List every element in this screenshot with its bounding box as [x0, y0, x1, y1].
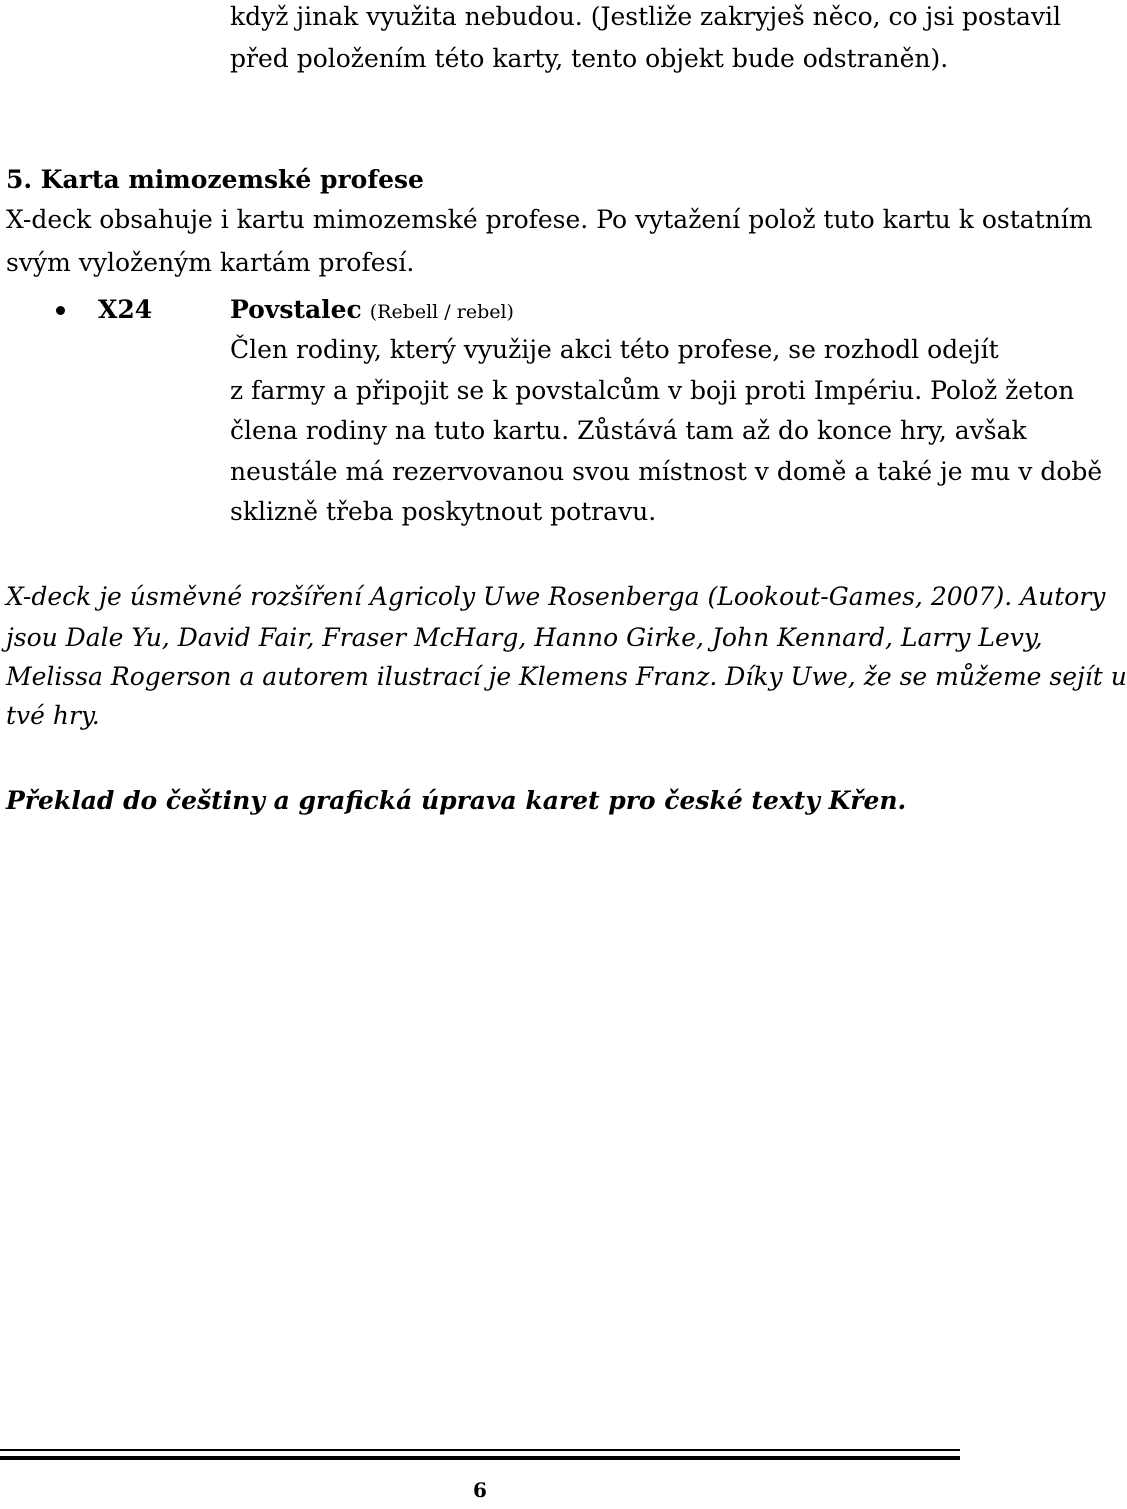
card-text-line: z farmy a připojit se k povstalcům v boji proti Impériu. Polož žeton [230, 376, 1075, 405]
page-number: 6 [473, 1478, 487, 1502]
credits-line: jsou Dale Yu, David Fair, Fraser McHarg, Hanno Girke, John Kennard, Larry Levy, [6, 623, 1043, 652]
card-text-line: sklizně třeba poskytnout potravu. [230, 497, 657, 526]
body-text-line: svým vyloženým kartám profesí. [6, 248, 415, 277]
card-text-line: Člen rodiny, který využije akci této profese, se rozhodl odejít [230, 335, 999, 364]
body-text-line: před položením této karty, tento objekt bude odstraněn). [230, 44, 949, 73]
body-text-line: X-deck obsahuje i kartu mimozemské profese. Po vytažení polož tuto kartu k ostatním [6, 205, 1093, 234]
card-title: Povstalec [230, 295, 362, 324]
card-text-line: člena rodiny na tuto kartu. Zůstává tam až do konce hry, avšak [230, 416, 1027, 445]
body-text-line: když jinak využita nebudou. (Jestliže zakryješ něco, co jsi postavil [230, 2, 1061, 31]
section-heading: 5. Karta mimozemské profese [6, 165, 424, 194]
credits-line: X-deck je úsměvné rozšíření Agricoly Uwe Rosenberga (Lookout-Games, 2007). Autory [6, 582, 1106, 611]
credits-line: Melissa Rogerson a autorem ilustrací je Klemens Franz. Díky Uwe, že se můžeme sejít u [6, 662, 1127, 691]
translation-credit: Překlad do češtiny a grafická úprava karet pro české texty Křen. [6, 786, 907, 815]
footer-rule-thick [0, 1456, 960, 1460]
bullet-icon [56, 306, 65, 315]
card-code: X24 [98, 295, 153, 324]
card-heading [230, 293, 514, 329]
footer-rule-thin [0, 1449, 960, 1451]
card-subtitle: (Rebell / rebel) [369, 301, 514, 323]
credits-line: tvé hry. [6, 701, 100, 730]
card-text-line: neustále má rezervovanou svou místnost v domě a také je mu v době [230, 457, 1103, 486]
